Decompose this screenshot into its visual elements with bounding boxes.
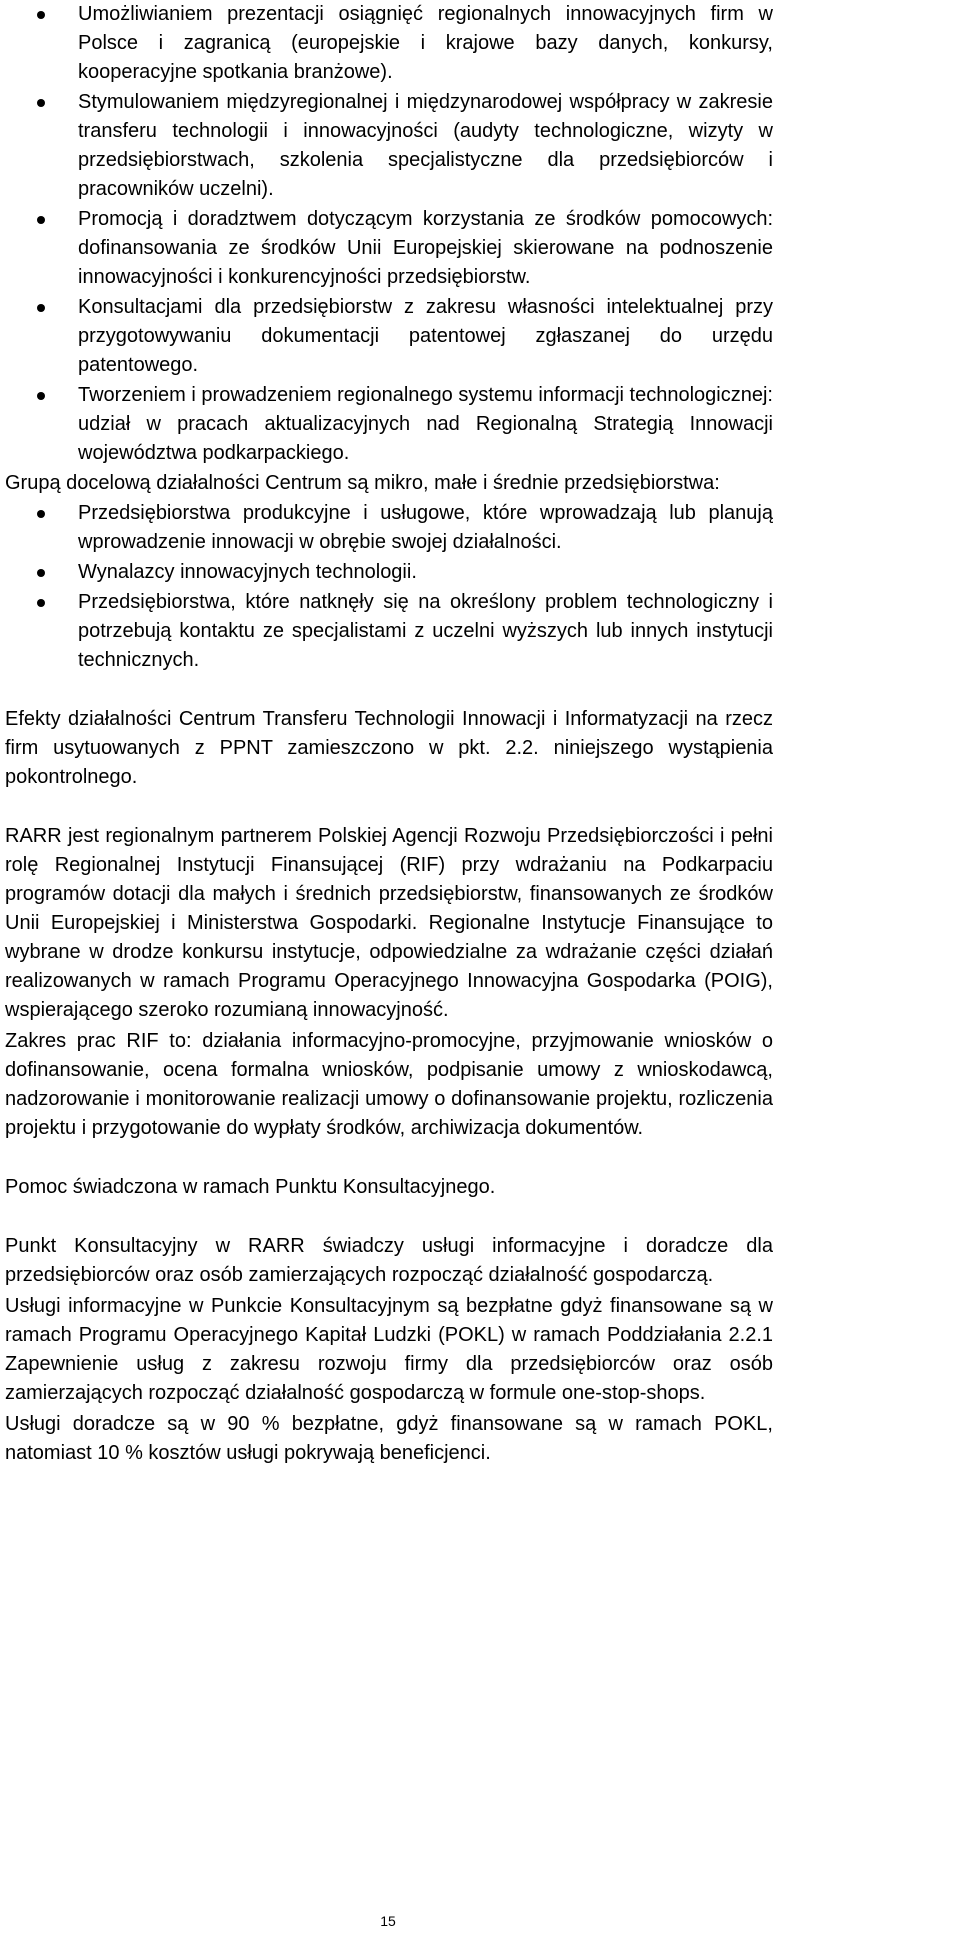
list-item: Umożliwianiem prezentacji osiągnięć regionalnych innowacyjnych firm w Polsce i zagranicą (europejskie i krajowe bazy danych, konkursy, kooperacyjne spotkania branżowe). [5, 0, 773, 87]
free-services-paragraph: Usługi informacyjne w Punkcie Konsultacyjnym są bezpłatne gdyż finansowane są w ramach Programu Operacyjnego Kapitał Ludzki (POKL) w ramach Poddziałania 2.2.1 Zapewnienie usług z zakresu rozwoju firmy dla przedsiębiorców oraz osób zamierzających rozpocząć działalność gospodarczą w formule one-stop-shops. [5, 1295, 773, 1404]
list-item: Przedsiębiorstwa produkcyjne i usługowe, które wprowadzają lub planują wprowadzenie innowacji w obrębie swojej działalności. [5, 499, 773, 557]
list-item: Tworzeniem i prowadzeniem regionalnego systemu informacji technologicznej: udział w pracach aktualizacyjnych nad Regionalną Strategią Innowacji województwa podkarpackiego. [5, 381, 773, 468]
list-item: Promocją i doradztwem dotyczącym korzystania ze środków pomocowych: dofinansowania ze środków Unii Europejskiej skierowane na podnoszenie innowacyjności i konkurencyjności przedsiębiorstw. [5, 205, 773, 292]
page-content [5, 0, 773, 1468]
rarr-paragraph: RARR jest regionalnym partnerem Polskiej Agencji Rozwoju Przedsiębiorczości i pełni rolę Regionalnej Instytucji Finansującej (RIF) przy wdrażaniu na Podkarpaciu programów dotacji dla małych i średnich przedsiębiorstw, finansowanych ze środków Unii Europejskiej i Ministerstwa Gospodarki. Regionalne Instytucje Finansujące to wybrane w drodze konkursu instytucje, odpowiedzialne za wdrażanie części działań realizowanych w ramach Programu Operacyjnego Innowacyjna Gospodarka (POIG), wspierającego szeroko rozumianą innowacyjność. [5, 825, 773, 1021]
activity-list [5, 0, 773, 468]
consultation-point-paragraph: Punkt Konsultacyjny w RARR świadczy usługi informacyjne i doradcze dla przedsiębiorców oraz osób zamierzających rozpocząć działalność gospodarczą. [5, 1235, 773, 1286]
target-group-intro: Grupą docelową działalności Centrum są mikro, małe i średnie przedsiębiorstwa: [5, 472, 720, 494]
effects-paragraph: Efekty działalności Centrum Transferu Technologii Innowacji i Informatyzacji na rzecz firm usytuowanych z PPNT zamieszczono w pkt. 2.2. niniejszego wystąpienia pokontrolnego. [5, 708, 773, 788]
target-group-list [5, 499, 773, 675]
page-number: 15 [380, 1913, 396, 1929]
list-item: Przedsiębiorstwa, które natknęły się na określony problem technologiczny i potrzebują kontaktu ze specjalistami z uczelni wyższych lub innych instytucji technicznych. [5, 588, 773, 675]
advisory-services-paragraph: Usługi doradcze są w 90 % bezpłatne, gdyż finansowane są w ramach POKL, natomiast 10 % kosztów usługi pokrywają beneficjenci. [5, 1413, 773, 1464]
list-item: Wynalazcy innowacyjnych technologii. [5, 558, 773, 587]
list-item: Konsultacjami dla przedsiębiorstw z zakresu własności intelektualnej przy przygotowywaniu dokumentacji patentowej zgłaszanej do urzędu patentowego. [5, 293, 773, 380]
rif-paragraph: Zakres prac RIF to: działania informacyjno-promocyjne, przyjmowanie wniosków o dofinansowanie, ocena formalna wniosków, podpisanie umowy z wnioskodawcą, nadzorowanie i monitorowanie realizacji umowy o dofinansowanie projektu, rozliczenia projektu i przygotowanie do wypłaty środków, archiwizacja dokumentów. [5, 1030, 773, 1139]
consultation-point-heading: Pomoc świadczona w ramach Punktu Konsultacyjnego. [5, 1176, 496, 1198]
list-item: Stymulowaniem międzyregionalnej i międzynarodowej współpracy w zakresie transferu technologii i innowacyjności (audyty technologiczne, wizyty w przedsiębiorstwach, szkolenia specjalistyczne dla przedsiębiorców i pracowników uczelni). [5, 88, 773, 204]
